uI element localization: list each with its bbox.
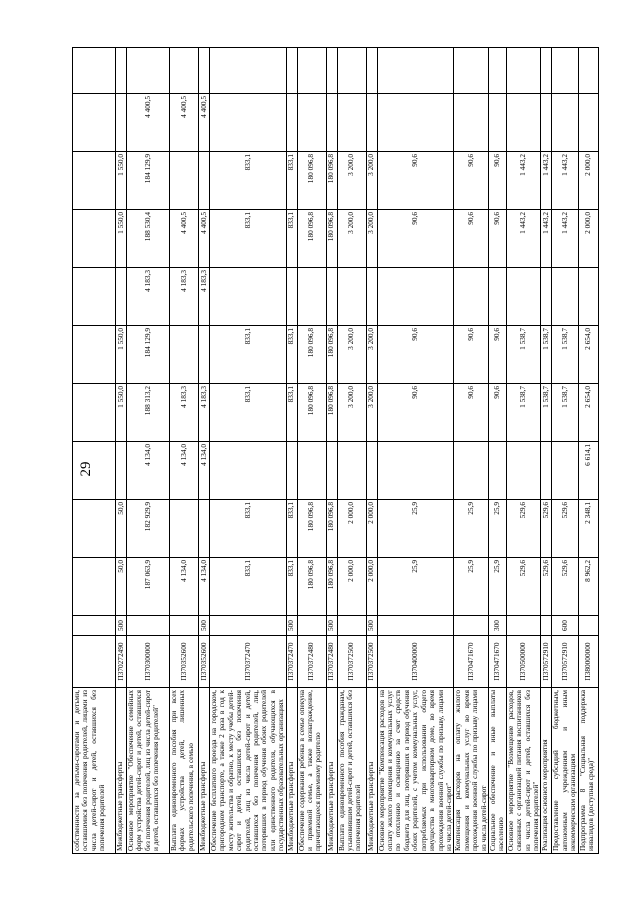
row-kvr-cell [170, 616, 199, 636]
row-value-cell [506, 94, 541, 152]
row-value-cell: 833,1 [286, 326, 297, 384]
row-value-cell [73, 94, 116, 152]
row-value-cell [73, 384, 116, 442]
row-kvr-cell: 500 [326, 616, 337, 636]
table-row [73, 48, 116, 854]
row-value-cell: 25,9 [488, 558, 506, 616]
row-code-cell: П370372470 [286, 636, 297, 688]
row-value-cell [337, 442, 366, 500]
row-value-cell: 184 129,9 [127, 152, 170, 210]
row-value-cell: 529,6 [552, 500, 578, 558]
row-name-cell: Межбюджетные трансферты [199, 688, 210, 854]
row-value-cell: 4 400,5 [199, 210, 210, 268]
row-value-cell [73, 48, 116, 94]
row-code-cell: П370272490 [116, 636, 127, 688]
table-row [170, 48, 199, 854]
row-value-cell: 1 443,2 [541, 210, 552, 268]
row-value-cell: 833,1 [286, 500, 297, 558]
row-value-cell: 2 000,0 [337, 500, 366, 558]
row-value-cell: 2 348,1 [578, 500, 598, 558]
rotated-table-container [72, 48, 595, 854]
row-value-cell: 529,6 [541, 500, 552, 558]
row-value-cell [73, 500, 116, 558]
row-value-cell: 1 550,0 [116, 210, 127, 268]
row-value-cell: 1 550,0 [116, 384, 127, 442]
row-value-cell: 833,1 [210, 384, 287, 442]
row-name-cell: Основное мероприятие "Возмещение расходов, связанных с организацией питания воспитанников из числа детей-сирот и детей, оставшихся без попечения родителей" [506, 688, 541, 854]
row-value-cell: 90,6 [454, 326, 489, 384]
row-value-cell: 90,6 [454, 152, 489, 210]
table-row [199, 48, 210, 854]
row-name-cell: Подпрограмма 8 "Социальная поддержка инвалидов (доступная среда)" [578, 688, 598, 854]
row-value-cell: 184 129,9 [127, 326, 170, 384]
row-kvr-cell: 300 [488, 616, 506, 636]
row-value-cell: 182 929,9 [127, 500, 170, 558]
table-row [127, 48, 170, 854]
row-value-cell: 4 183,3 [170, 268, 199, 326]
row-name-cell: Основное мероприятие "Компенсация расходов на оплату жилого помещения и коммунальных услуг по отоплению и освещению за счет средств бюджета для лиц, потерявших в период обучения обоих родителей, с учетом коммунальных услуг, потребляемых при использовании общего имущества в многоквартирном доме, во время прохождения военной службы по призыву, лицами из числа детей-сирот" [377, 688, 454, 854]
row-value-cell [170, 48, 199, 94]
row-name-cell: Межбюджетные трансферты [366, 688, 377, 854]
row-value-cell: 90,6 [488, 326, 506, 384]
row-name-cell: Выплата единовременного пособия при всех формах устройства детей, лишенных родительского попечения, в семью [170, 688, 199, 854]
row-kvr-cell: 500 [366, 616, 377, 636]
row-value-cell: 833,1 [210, 152, 287, 210]
row-kvr-cell: 500 [286, 616, 297, 636]
row-value-cell: 4 400,5 [170, 94, 199, 152]
row-value-cell: 180 096,8 [326, 500, 337, 558]
row-kvr-cell [337, 616, 366, 636]
row-value-cell [366, 442, 377, 500]
row-value-cell: 1 538,7 [506, 326, 541, 384]
row-name-cell: Предоставление субсидий бюджетным, автономным учреждениям и иным некоммерческим организациям [552, 688, 578, 854]
row-value-cell [552, 48, 578, 94]
row-value-cell [326, 442, 337, 500]
row-value-cell [506, 48, 541, 94]
row-value-cell: 4 134,0 [170, 558, 199, 616]
row-name-cell: собственности за детьми-сиротами и детьми, оставшимися без попечения родителей, лицами из числа детей-сирот и детей, оставшихся без попечения родителей [73, 688, 116, 854]
row-value-cell [73, 268, 116, 326]
row-kvr-cell [210, 616, 287, 636]
row-value-cell [170, 326, 199, 384]
row-value-cell [116, 48, 127, 94]
row-value-cell: 180 096,8 [326, 384, 337, 442]
row-code-cell: П370372480 [297, 636, 326, 688]
table-row [488, 48, 506, 854]
row-value-cell [454, 48, 489, 94]
row-kvr-cell [541, 616, 552, 636]
row-value-cell: 188 313,2 [127, 384, 170, 442]
row-value-cell: 2 000,0 [578, 152, 598, 210]
row-value-cell: 3 200,0 [337, 210, 366, 268]
row-value-cell: 180 096,8 [326, 152, 337, 210]
row-value-cell: 25,9 [377, 558, 454, 616]
row-value-cell: 4 183,3 [199, 384, 210, 442]
row-value-cell [210, 94, 287, 152]
row-value-cell: 3 200,0 [337, 152, 366, 210]
row-value-cell: 4 134,0 [199, 442, 210, 500]
row-value-cell: 2 000,0 [366, 558, 377, 616]
row-value-cell [297, 442, 326, 500]
row-value-cell: 4 400,5 [199, 94, 210, 152]
row-value-cell: 4 183,3 [170, 384, 199, 442]
table-row [377, 48, 454, 854]
row-value-cell [488, 94, 506, 152]
table-row [210, 48, 287, 854]
row-value-cell [286, 94, 297, 152]
row-value-cell: 90,6 [488, 384, 506, 442]
row-kvr-cell [127, 616, 170, 636]
row-value-cell [326, 94, 337, 152]
row-value-cell [488, 48, 506, 94]
row-value-cell: 25,9 [454, 558, 489, 616]
row-value-cell: 180 096,8 [297, 152, 326, 210]
table-row [286, 48, 297, 854]
row-name-cell: Межбюджетные трансферты [116, 688, 127, 854]
row-code-cell: П370372470 [210, 636, 287, 688]
row-kvr-cell [73, 616, 116, 636]
row-value-cell [578, 48, 598, 94]
row-value-cell [506, 442, 541, 500]
row-value-cell [366, 48, 377, 94]
row-value-cell [210, 48, 287, 94]
row-name-cell: Межбюджетные трансферты [326, 688, 337, 854]
row-value-cell: 4 134,0 [127, 442, 170, 500]
row-name-cell: Компенсация расходов на оплату жилого помещения и коммунальных услуг во время прохождения военной службы по призыву лицами из числа детей-сирот [454, 688, 489, 854]
row-value-cell: 90,6 [454, 210, 489, 268]
row-value-cell [170, 152, 199, 210]
row-value-cell [116, 94, 127, 152]
table-row [116, 48, 127, 854]
row-value-cell: 25,9 [454, 500, 489, 558]
row-value-cell [578, 94, 598, 152]
row-value-cell [199, 48, 210, 94]
row-value-cell [286, 268, 297, 326]
row-name-cell: Основное мероприятие "Обеспечение семейных форм устройства детей-сирот и детей, оставшихся без попечения родителей, лиц из числа детей-сирот и детей, оставшихся без попечения родителей" [127, 688, 170, 854]
row-code-cell: П370471670 [488, 636, 506, 688]
row-value-cell [552, 268, 578, 326]
row-value-cell [73, 210, 116, 268]
row-value-cell: 90,6 [377, 326, 454, 384]
row-kvr-cell [578, 616, 598, 636]
row-value-cell [326, 268, 337, 326]
table-row [578, 48, 598, 854]
row-value-cell [377, 94, 454, 152]
table-row [326, 48, 337, 854]
row-value-cell [73, 558, 116, 616]
row-code-cell: П370471670 [454, 636, 489, 688]
row-value-cell: 3 200,0 [366, 384, 377, 442]
row-kvr-cell: 500 [116, 616, 127, 636]
row-value-cell [210, 268, 287, 326]
row-value-cell [337, 48, 366, 94]
row-value-cell: 3 200,0 [366, 326, 377, 384]
row-value-cell: 1 538,7 [552, 384, 578, 442]
row-code-cell: П370352600 [170, 636, 199, 688]
row-value-cell: 90,6 [454, 384, 489, 442]
row-value-cell: 3 200,0 [366, 210, 377, 268]
row-value-cell [377, 268, 454, 326]
row-value-cell: 180 096,8 [297, 326, 326, 384]
row-code-cell: П370300000 [127, 636, 170, 688]
row-name-cell: Реализация основного мероприятия [541, 688, 552, 854]
table-row [552, 48, 578, 854]
row-value-cell: 529,6 [552, 558, 578, 616]
row-value-cell: 529,6 [506, 558, 541, 616]
row-value-cell [297, 268, 326, 326]
row-value-cell [552, 94, 578, 152]
row-code-cell: П370372500 [337, 636, 366, 688]
row-code-cell: П370352600 [199, 636, 210, 688]
row-name-cell: Социальное обеспечение и иные выплаты населению [488, 688, 506, 854]
row-value-cell [337, 94, 366, 152]
table-row [297, 48, 326, 854]
row-value-cell: 833,1 [210, 558, 287, 616]
row-value-cell [199, 152, 210, 210]
row-value-cell: 4 400,5 [170, 210, 199, 268]
row-value-cell: 4 400,5 [127, 94, 170, 152]
row-value-cell: 6 614,1 [578, 442, 598, 500]
row-value-cell: 833,1 [286, 384, 297, 442]
row-value-cell: 4 134,0 [199, 558, 210, 616]
row-kvr-cell [377, 616, 454, 636]
row-value-cell [199, 500, 210, 558]
row-code-cell: П370500000 [506, 636, 541, 688]
row-code-cell: П370372480 [326, 636, 337, 688]
row-value-cell [541, 268, 552, 326]
row-value-cell [454, 268, 489, 326]
row-value-cell [454, 94, 489, 152]
row-value-cell [552, 442, 578, 500]
row-value-cell: 1 538,7 [552, 326, 578, 384]
row-value-cell: 833,1 [210, 500, 287, 558]
table-frame [72, 48, 595, 854]
row-value-cell [127, 48, 170, 94]
row-value-cell [297, 48, 326, 94]
row-value-cell: 180 096,8 [297, 558, 326, 616]
row-name-cell: Обеспечение бесплатного проезда на городском, пригородном транспорте, а также 2 раза в год к месту жительства и обратно, к месту учебы детей-сирот и детей, оставшихся без попечения родителей, лиц из числа детей-сирот и детей, оставшихся без попечения родителей, лиц, потерявших в период обучения обоих родителей или единственного родителя, обучающихся в государственных образовательных организациях [210, 688, 287, 854]
row-value-cell: 180 096,8 [297, 384, 326, 442]
row-value-cell: 833,1 [286, 210, 297, 268]
budget-table [72, 47, 599, 854]
row-value-cell [541, 48, 552, 94]
row-value-cell [366, 268, 377, 326]
row-value-cell: 3 200,0 [366, 152, 377, 210]
row-code-cell: П370572910 [552, 636, 578, 688]
row-value-cell: 833,1 [286, 152, 297, 210]
row-value-cell: 1 550,0 [116, 326, 127, 384]
row-name-cell: Межбюджетные трансферты [286, 688, 297, 854]
row-value-cell [454, 442, 489, 500]
row-value-cell: 180 096,8 [326, 558, 337, 616]
row-value-cell: 833,1 [210, 210, 287, 268]
row-kvr-cell: 500 [199, 616, 210, 636]
row-value-cell: 90,6 [377, 384, 454, 442]
row-value-cell [116, 268, 127, 326]
row-value-cell: 90,6 [377, 152, 454, 210]
row-value-cell: 2 000,0 [366, 500, 377, 558]
row-value-cell [366, 94, 377, 152]
row-value-cell [73, 152, 116, 210]
row-name-cell: Обеспечение содержания ребенка в семье опекуна и приемной семье, а также вознаграждение, причитающееся приемному родителю [297, 688, 326, 854]
row-name-cell: Выплата единовременного пособия гражданам, усыновившим детей-сирот и детей, оставшихся без попечения родителей [337, 688, 366, 854]
row-value-cell: 188 530,4 [127, 210, 170, 268]
row-value-cell [541, 94, 552, 152]
row-value-cell: 90,6 [488, 152, 506, 210]
row-value-cell: 180 096,8 [297, 210, 326, 268]
row-value-cell: 4 134,0 [170, 442, 199, 500]
row-kvr-cell: 600 [552, 616, 578, 636]
row-code-cell: П380000000 [578, 636, 598, 688]
row-value-cell [541, 442, 552, 500]
row-value-cell: 833,1 [286, 558, 297, 616]
row-value-cell [199, 326, 210, 384]
table-row [337, 48, 366, 854]
row-value-cell: 833,1 [210, 326, 287, 384]
row-value-cell [377, 442, 454, 500]
row-value-cell [506, 268, 541, 326]
row-value-cell: 2 654,0 [578, 326, 598, 384]
table-row [506, 48, 541, 854]
row-value-cell: 1 538,7 [541, 326, 552, 384]
row-value-cell: 529,6 [541, 558, 552, 616]
row-value-cell [73, 442, 116, 500]
row-value-cell: 1 550,0 [116, 152, 127, 210]
row-value-cell [578, 268, 598, 326]
row-value-cell: 529,6 [506, 500, 541, 558]
table-body [73, 48, 599, 854]
table-row [366, 48, 377, 854]
row-code-cell: П370372500 [366, 636, 377, 688]
row-value-cell: 4 183,3 [199, 268, 210, 326]
row-code-cell: П370572910 [541, 636, 552, 688]
row-value-cell: 1 538,7 [506, 384, 541, 442]
row-value-cell [377, 48, 454, 94]
row-value-cell [326, 48, 337, 94]
row-code-cell: П370400000 [377, 636, 454, 688]
row-kvr-cell [506, 616, 541, 636]
page-number: 29 [78, 461, 94, 477]
row-value-cell: 1 443,2 [552, 152, 578, 210]
row-value-cell [286, 442, 297, 500]
row-value-cell: 25,9 [377, 500, 454, 558]
row-value-cell: 1 443,2 [506, 210, 541, 268]
row-kvr-cell [297, 616, 326, 636]
row-value-cell: 90,6 [377, 210, 454, 268]
row-value-cell: 187 063,9 [127, 558, 170, 616]
row-value-cell: 1 443,2 [506, 152, 541, 210]
row-value-cell: 2 654,0 [578, 384, 598, 442]
row-value-cell: 50,0 [116, 500, 127, 558]
row-value-cell: 4 183,3 [127, 268, 170, 326]
table-row [454, 48, 489, 854]
row-kvr-cell [454, 616, 489, 636]
row-value-cell [170, 500, 199, 558]
row-value-cell: 3 200,0 [337, 326, 366, 384]
row-value-cell: 1 538,7 [541, 384, 552, 442]
row-value-cell: 180 096,8 [326, 326, 337, 384]
row-value-cell [116, 442, 127, 500]
row-value-cell [337, 268, 366, 326]
row-value-cell: 90,6 [488, 210, 506, 268]
table-row [541, 48, 552, 854]
row-value-cell [286, 48, 297, 94]
row-value-cell [488, 268, 506, 326]
row-value-cell: 1 443,2 [552, 210, 578, 268]
row-value-cell [488, 442, 506, 500]
row-value-cell: 8 962,2 [578, 558, 598, 616]
row-value-cell [210, 442, 287, 500]
row-value-cell: 3 200,0 [337, 384, 366, 442]
row-value-cell: 2 000,0 [337, 558, 366, 616]
row-value-cell: 180 096,8 [297, 500, 326, 558]
row-value-cell: 2 000,0 [578, 210, 598, 268]
row-value-cell: 50,0 [116, 558, 127, 616]
row-value-cell [73, 326, 116, 384]
row-value-cell [297, 94, 326, 152]
row-value-cell: 1 443,2 [541, 152, 552, 210]
row-value-cell: 25,9 [488, 500, 506, 558]
row-value-cell: 180 096,8 [326, 210, 337, 268]
row-code-cell [73, 636, 116, 688]
